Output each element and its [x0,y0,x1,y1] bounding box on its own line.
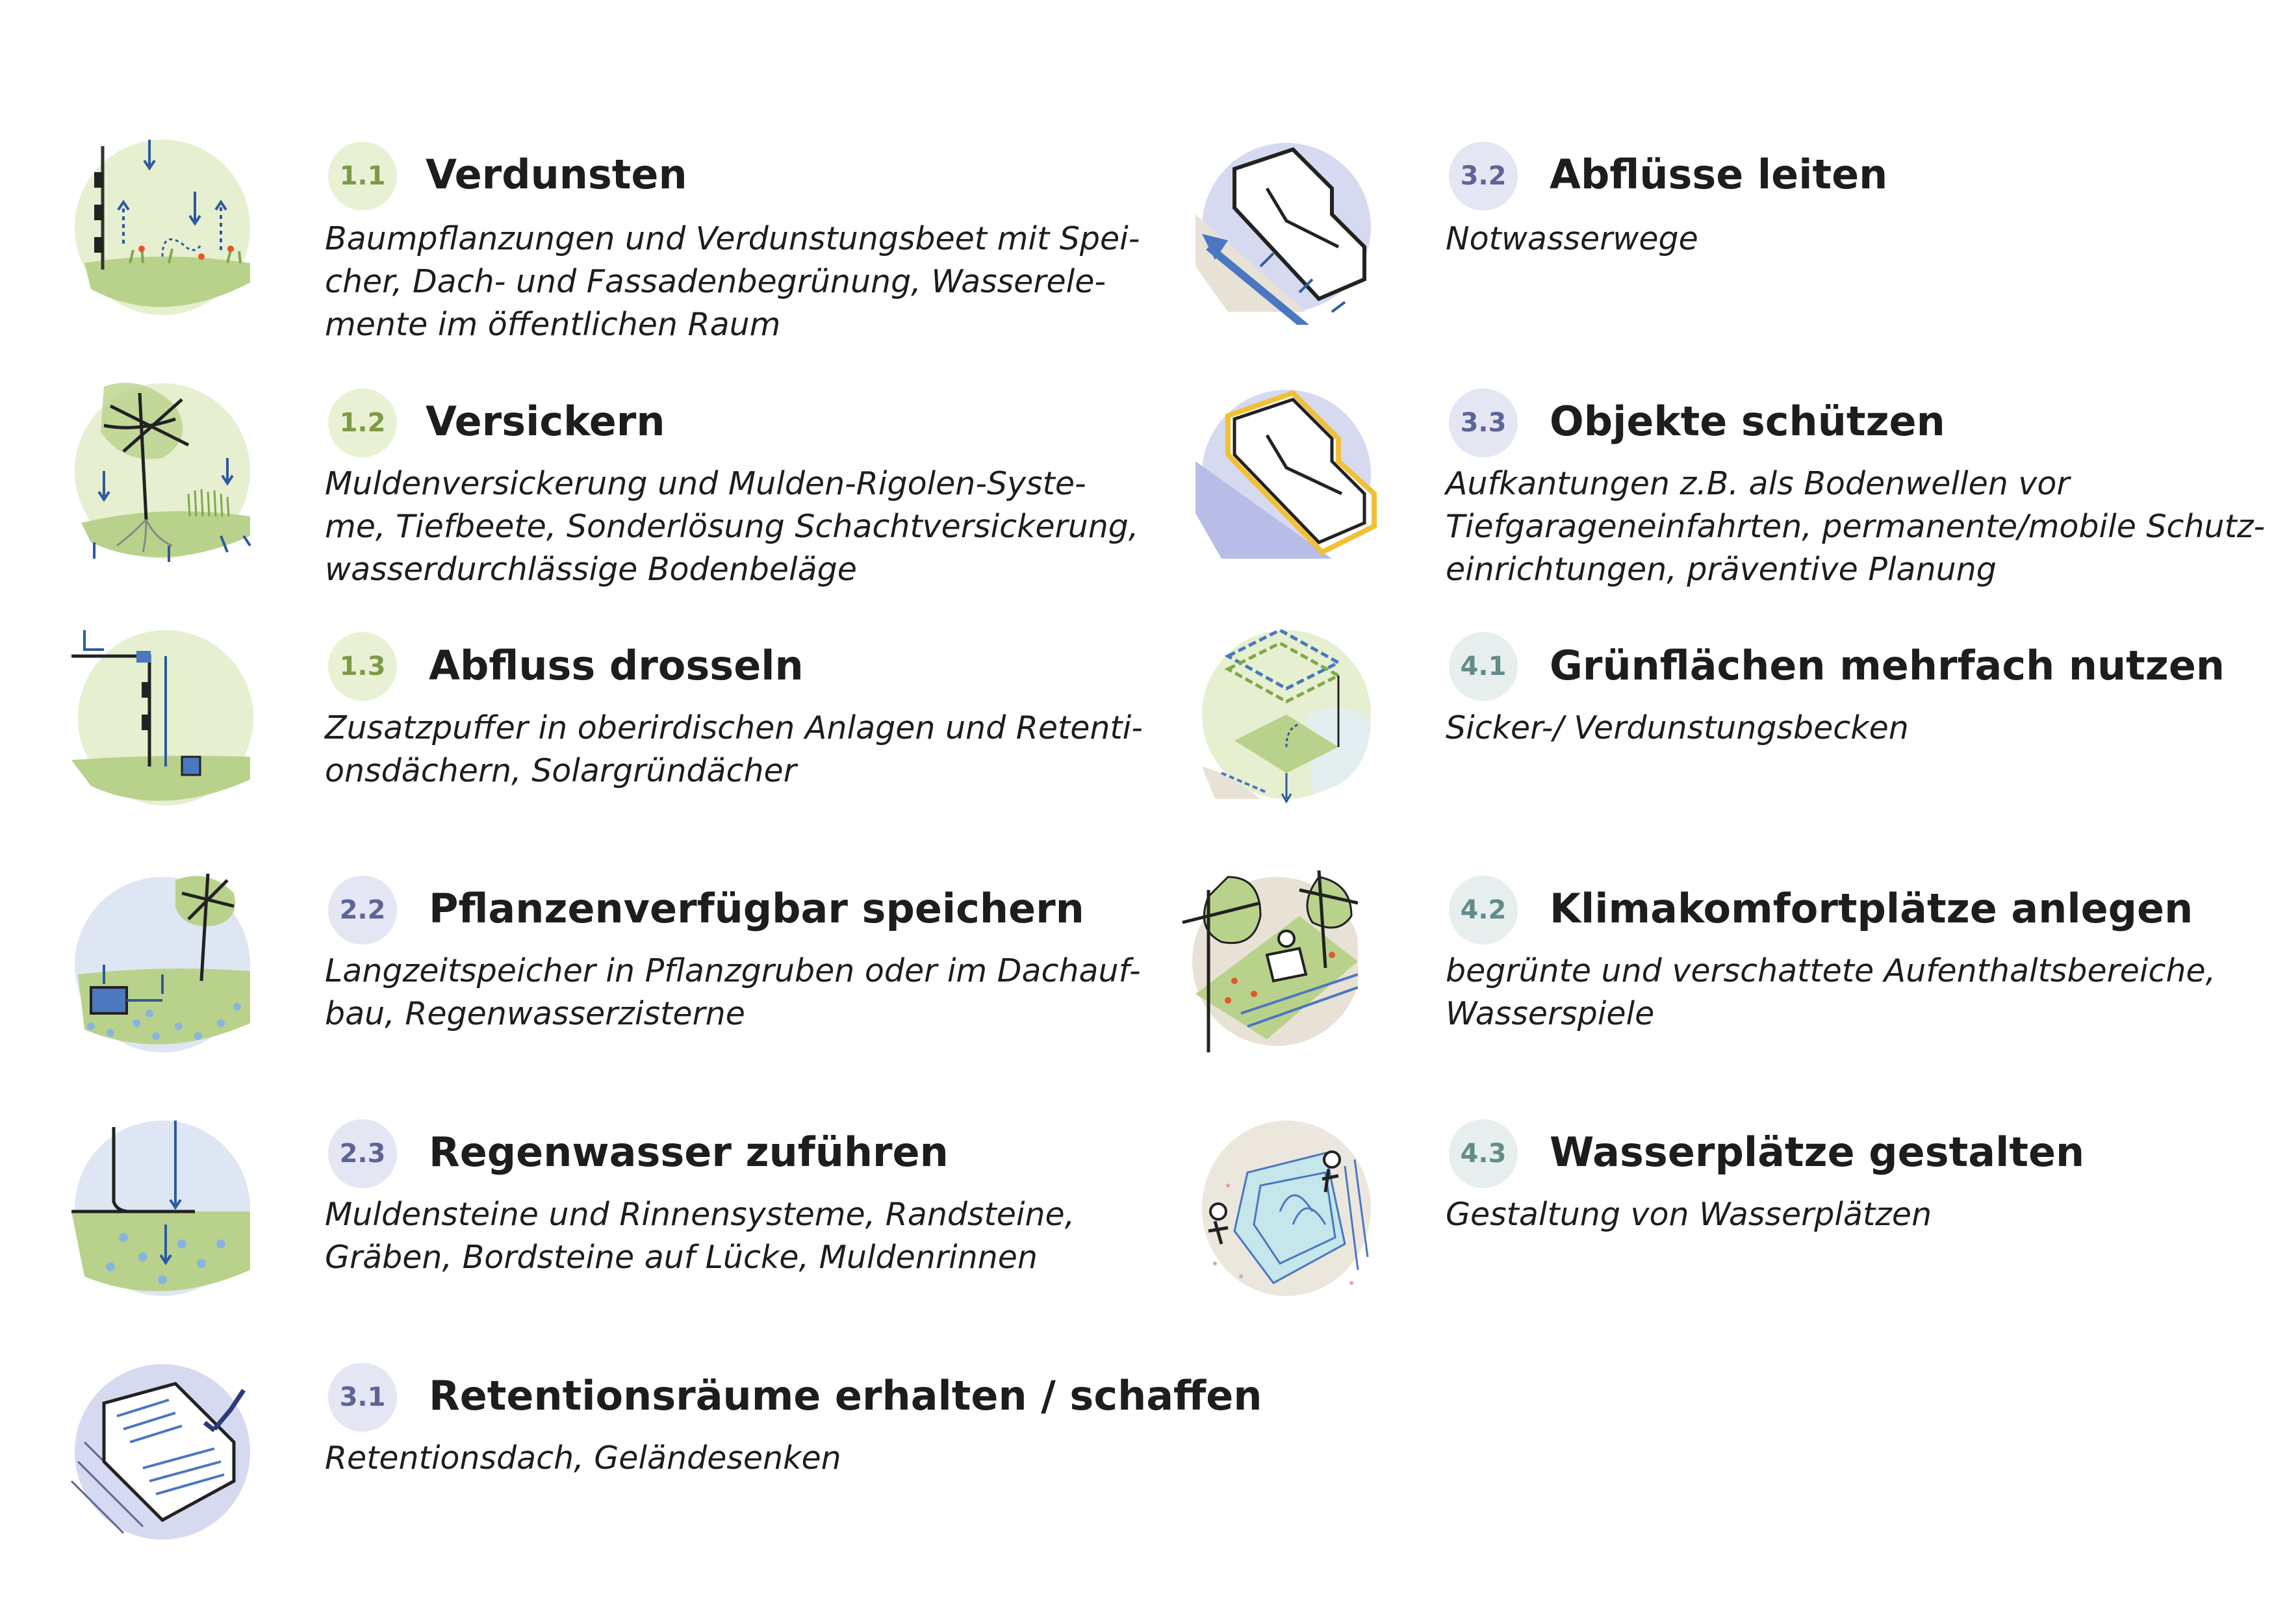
measure-title: Verdunsten [426,151,687,198]
measure-number-badge: 4.3 [1449,1119,1518,1188]
description-line: Gestaltung von Wasserplätzen [1446,1196,1932,1233]
description-line: einrichtungen, präventive Planung [1446,551,1997,588]
measure-title: Pflanzenverfügbar speichern [429,885,1084,932]
measure-description [1446,707,1909,750]
measure-number-badge: 4.2 [1449,876,1518,945]
measure-description [1446,218,1698,260]
measure-title: Abfluss drosseln [429,642,804,689]
measure-description [1446,463,2265,591]
description-line: bau, Regenwasserzisterne [325,995,745,1032]
measure-title: Grünflächen mehrfach nutzen [1550,642,2225,689]
measure-number-badge: 2.3 [328,1119,397,1188]
description-line: Muldenversickerung und Mulden-Rigolen-Syste- [325,465,1086,502]
object-protection-icon [1189,383,1377,572]
measure-number-badge: 1.2 [328,388,397,457]
multi-use-green-icon [1189,617,1377,806]
description-line: Baumpflanzungen und Verdunstungsbeet mit Spei- [325,220,1140,257]
measure-number-badge: 2.2 [328,876,397,945]
measure-number-badge: 3.1 [328,1363,397,1432]
measure-title: Abflüsse leiten [1550,151,1888,198]
description-line: wasserdurchlässige Bodenbeläge [325,551,857,588]
rainwater-supply-icon [65,1114,253,1302]
measure-description [325,707,1143,793]
description-line: Retentionsdach, Geländesenken [325,1440,841,1477]
measure-title: Wasserplätze gestalten [1550,1128,2085,1176]
throttle-runoff-icon [65,624,253,812]
measure-title: Retentionsräume erhalten / schaffen [429,1372,1262,1419]
climate-comfort-icon [1169,864,1358,1052]
infiltration-icon [65,380,253,568]
description-line: Notwasserwege [1446,220,1698,257]
description-line: Wasserspiele [1446,995,1655,1032]
description-line: me, Tiefbeete, Sonderlösung Schachtversickerung, [325,508,1139,545]
measure-number-badge: 4.1 [1449,632,1518,701]
measure-number-badge: 3.2 [1449,142,1518,210]
description-line: onsdächern, Solargründächer [325,752,797,789]
measure-description [325,950,1141,1035]
measure-number-badge: 3.3 [1449,388,1518,457]
measure-description [325,218,1140,346]
description-line: Aufkantungen z.B. als Bodenwellen vor [1446,465,2070,502]
description-line: Gräben, Bordsteine auf Lücke, Muldenrinnen [325,1239,1038,1276]
description-line: Langzeitspeicher in Pflanzgruben oder im Dachauf- [325,952,1141,989]
description-line: Zusatzpuffer in oberirdischen Anlagen und Retenti- [325,709,1143,746]
measure-title: Klimakomfortplätze anlegen [1550,885,2193,932]
plant-storage-icon [65,867,253,1056]
description-line: Tiefgarageneinfahrten, permanente/mobile Schutz- [1446,508,2266,545]
measure-description [325,1193,1075,1279]
evaporation-icon [65,133,253,322]
measure-description [1446,1193,1932,1236]
water-plaza-icon [1189,1114,1377,1302]
description-line: Muldensteine und Rinnensysteme, Randsteine, [325,1196,1075,1233]
measure-title: Regenwasser zuführen [429,1128,949,1176]
description-line: mente im öffentlichen Raum [325,306,781,343]
description-line: begrünte und verschattete Aufenthaltsbereiche, [1446,952,2216,989]
measure-description [325,1437,841,1480]
measure-description [325,463,1139,591]
measure-number-badge: 1.1 [328,142,397,210]
measure-number-badge: 1.3 [328,632,397,701]
measure-title: Objekte schützen [1550,398,1945,445]
description-line: cher, Dach- und Fassadenbegrünung, Wasserele- [325,263,1106,300]
description-line: Sicker-/ Verdunstungsbecken [1446,709,1909,746]
measure-description [1446,950,2216,1035]
retention-space-icon [65,1358,253,1546]
runoff-routing-icon [1189,136,1377,325]
measure-title: Versickern [426,398,665,445]
